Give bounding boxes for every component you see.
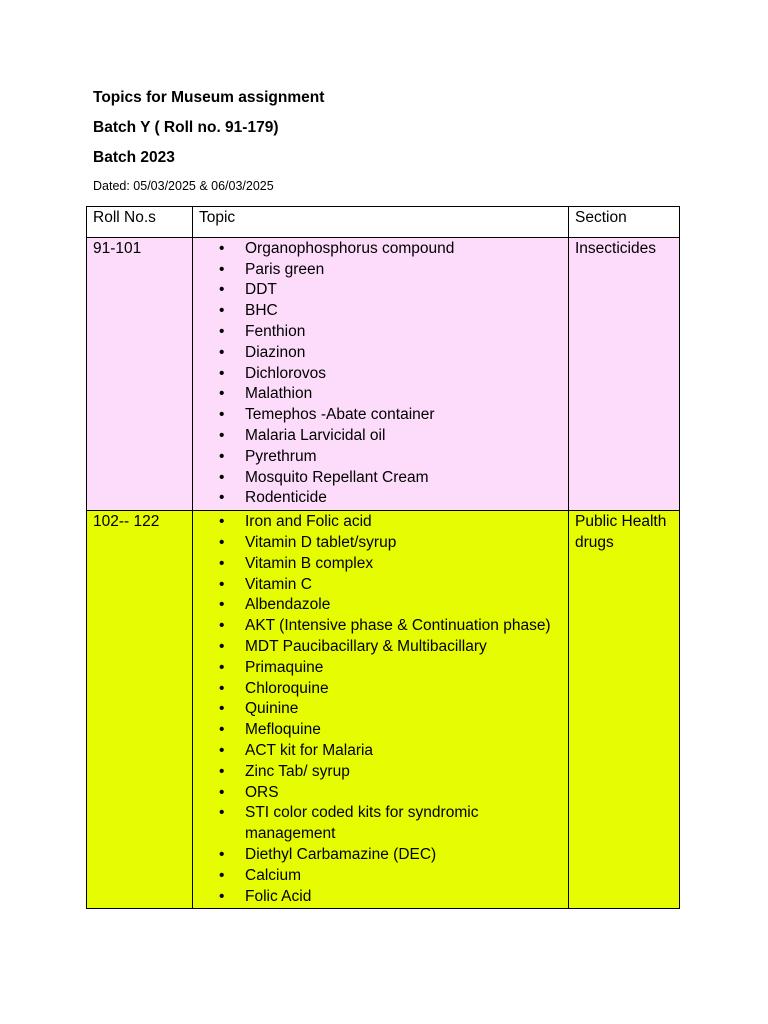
topic-list-item: • Vitamin D tablet/syrup — [245, 533, 562, 554]
topic-list-item: • Primaquine — [245, 658, 562, 679]
roll-number-cell: 91-101 — [87, 237, 193, 510]
topic-list — [199, 512, 562, 907]
topic-list-item: • Malaria Larvicidal oil — [245, 426, 562, 447]
topic-list-item: • Vitamin B complex — [245, 554, 562, 575]
topic-list-item: • Organophosphorus compound — [245, 239, 562, 260]
topic-list-item: • Mosquito Repellant Cream — [245, 468, 562, 489]
header-topic: Topic — [193, 207, 569, 238]
topic-list-item: • AKT (Intensive phase & Continuation phase) — [245, 616, 562, 637]
topic-list-item: • ACT kit for Malaria — [245, 741, 562, 762]
topic-list-item: • Mefloquine — [245, 720, 562, 741]
topic-list-item: • Iron and Folic acid — [245, 512, 562, 533]
topic-list-item: • MDT Paucibacillary & Multibacillary — [245, 637, 562, 658]
topic-list-item: • Diazinon — [245, 343, 562, 364]
table-row — [87, 511, 680, 909]
document-title: Topics for Museum assignment — [93, 89, 325, 106]
topic-list-item: • BHC — [245, 301, 562, 322]
topic-list — [199, 239, 562, 509]
dated-line: Dated: 05/03/2025 & 06/03/2025 — [93, 179, 274, 193]
topic-list-item: • Rodenticide — [245, 488, 562, 509]
topic-list-item: • Albendazole — [245, 595, 562, 616]
topic-list-item: • Calcium — [245, 866, 562, 887]
batch-line: Batch Y ( Roll no. 91-179) — [93, 119, 279, 136]
topic-list-item: • Fenthion — [245, 322, 562, 343]
topic-list-item: • Pyrethrum — [245, 447, 562, 468]
header-section: Section — [569, 207, 680, 238]
topic-cell — [193, 237, 569, 510]
topic-list-item: • Quinine — [245, 699, 562, 720]
topic-list-item: • Malathion — [245, 384, 562, 405]
table-body — [87, 237, 680, 909]
section-cell: Insecticides — [569, 237, 680, 510]
topic-list-item: • ORS — [245, 783, 562, 804]
header-roll-numbers: Roll No.s — [87, 207, 193, 238]
topic-cell — [193, 511, 569, 909]
topic-list-item: • Diethyl Carbamazine (DEC) — [245, 845, 562, 866]
topic-list-item: • Zinc Tab/ syrup — [245, 762, 562, 783]
roll-number-cell: 102-- 122 — [87, 511, 193, 909]
topic-list-item: • Dichlorovos — [245, 364, 562, 385]
batch-year: Batch 2023 — [93, 149, 175, 166]
topic-list-item: • Paris green — [245, 260, 562, 281]
topic-list-item: • Vitamin C — [245, 575, 562, 596]
topics-table — [86, 206, 680, 909]
topic-list-item: • STI color coded kits for syndromic management — [245, 803, 562, 845]
topic-list-item: • Chloroquine — [245, 679, 562, 700]
topic-list-item: • DDT — [245, 280, 562, 301]
table-header-row — [87, 207, 680, 238]
table-row — [87, 237, 680, 510]
topic-list-item: • Temephos -Abate container — [245, 405, 562, 426]
topic-list-item: • Folic Acid — [245, 887, 562, 908]
section-cell: Public Health drugs — [569, 511, 680, 909]
